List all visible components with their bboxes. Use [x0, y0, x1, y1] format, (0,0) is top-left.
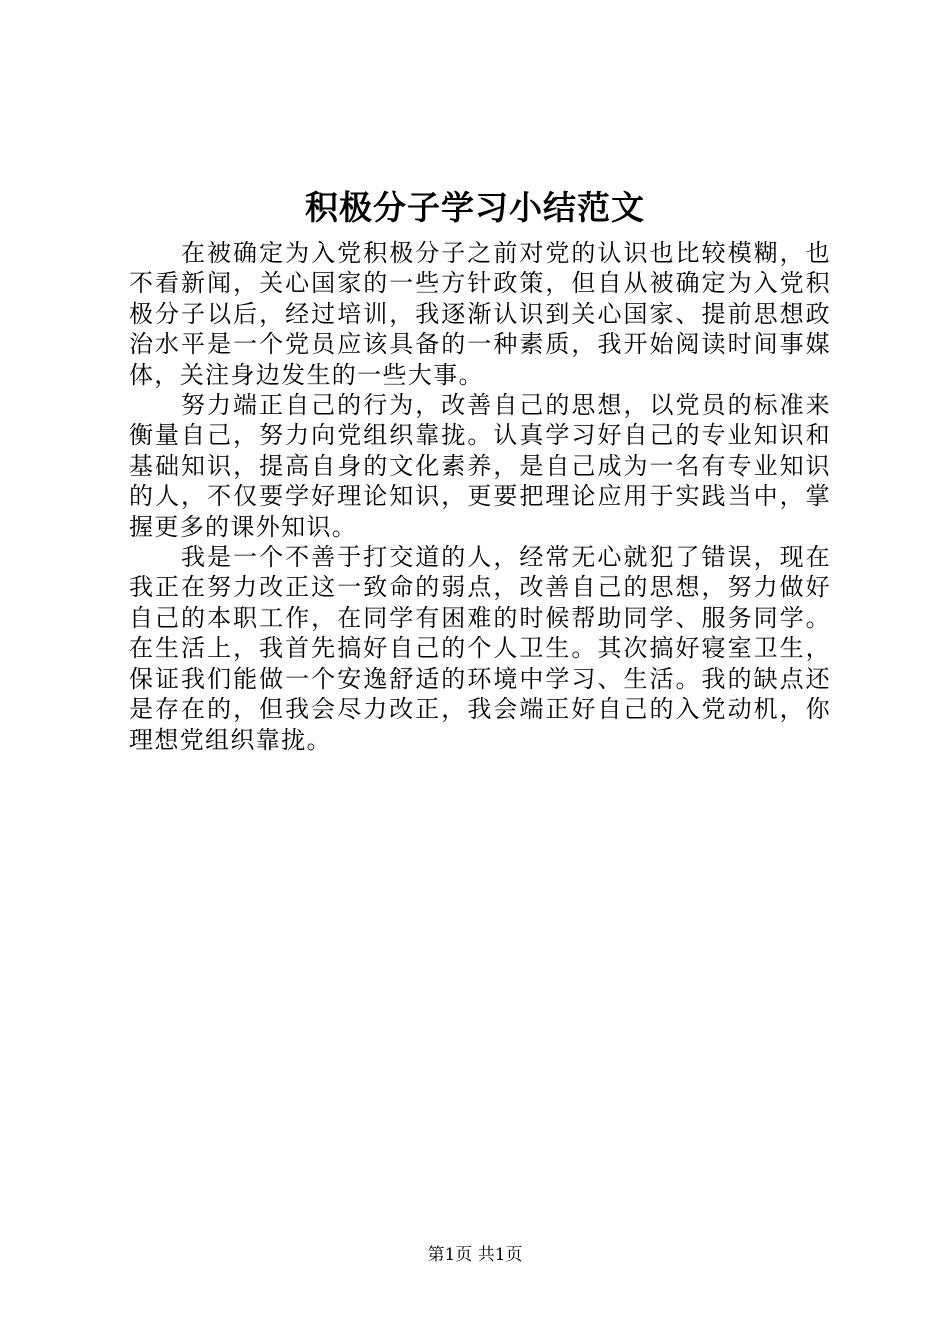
paragraph-3: 我是一个不善于打交道的人，经常无心就犯了错误，现在我正在努力改正这一致命的弱点，改善自己的思想，努力做好自己的本职工作，在同学有困难的时候帮助同学、服务同学。在生活上，我首先搞好自己的个人卫生。其次搞好寝室卫生，保证我们能做一个安逸舒适的环境中学习、生活。我的缺点还是存在的，但我会尽力改正，我会端正好自己的入党动机，你理想党组织靠拢。 — [129, 543, 831, 754]
paragraph-1: 在被确定为入党积极分子之前对党的认识也比较模糊，也不看新闻，关心国家的一些方针政策，但自从被确定为入党积极分子以后，经过培训，我逐渐认识到关心国家、提前思想政治水平是一个党员应该具备的一种素质，我开始阅读时间事媒体，关注身边发生的一些大事。 — [129, 239, 831, 389]
page-number-footer: 第1页 共1页 — [427, 1245, 523, 1265]
document-title: 积极分子学习小结范文 — [305, 188, 645, 227]
document-body — [129, 238, 831, 755]
paragraph-2: 努力端正自己的行为，改善自己的思想，以党员的标准来衡量自己，努力向党组织靠拢。认真学习好自己的专业知识和基础知识，提高自身的文化素养，是自己成为一名有专业知识的人，不仅要学好理论知识，更要把理论应用于实践当中，掌握更多的课外知识。 — [129, 391, 831, 541]
